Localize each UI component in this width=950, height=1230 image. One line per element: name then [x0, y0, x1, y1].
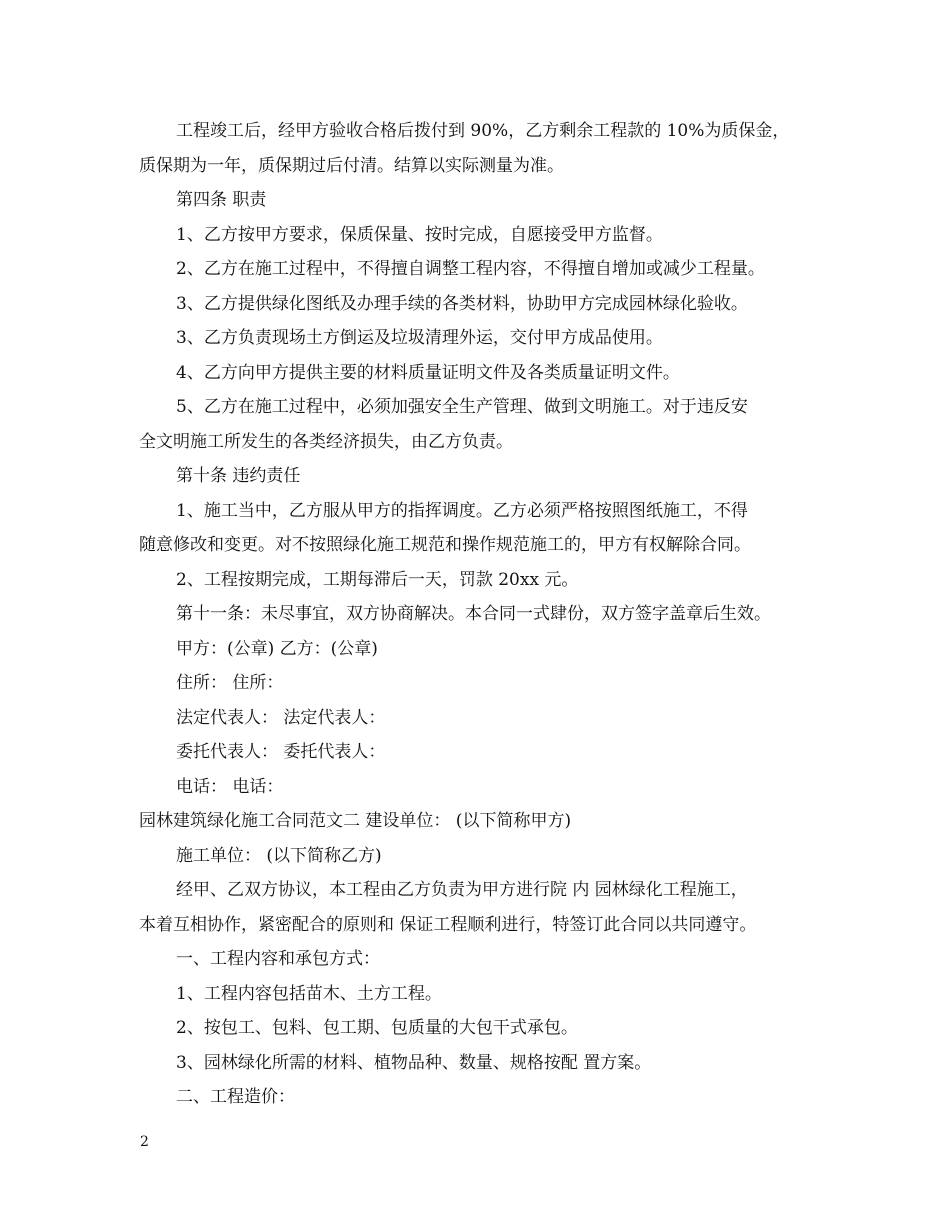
text-line: 1、工程内容包括苗木、土方工程。 — [176, 983, 442, 1004]
text-line: 本着互相协作，紧密配合的原则和 保证工程顺利进行，特签订此合同以共同遵守。 — [139, 914, 757, 935]
text-line: 1、施工当中，乙方服从甲方的指挥调度。乙方必须严格按照图纸施工，不得 — [176, 500, 748, 521]
document-body — [139, 114, 829, 1115]
text-line: 法定代表人： 法定代表人： — [176, 707, 386, 728]
text-line: 第十条 违约责任 — [176, 466, 301, 486]
text-line: 2、工程按期完成，工期每滞后一天，罚款 20xx 元。 — [176, 569, 579, 590]
text-line: 质保期为一年，质保期过后付清。结算以实际测量为准。 — [139, 155, 564, 176]
text-line: 4、乙方向甲方提供主要的材料质量证明文件及各类质量证明文件。 — [176, 362, 680, 383]
page-number: 2 — [140, 1134, 149, 1150]
text-line: 一、工程内容和承包方式： — [176, 949, 380, 969]
text-line: 2、乙方在施工过程中，不得擅自调整工程内容，不得擅自增加或减少工程量。 — [176, 259, 765, 279]
text-line: 甲方：(公章) 乙方：(公章) — [176, 638, 378, 659]
text-line: 2、按包工、包料、包工期、包质量的大包干式承包。 — [176, 1018, 578, 1038]
text-line: 1、乙方按甲方要求，保质保量、按时完成，自愿接受甲方监督。 — [176, 224, 663, 245]
text-line: 第十一条：未尽事宜，双方协商解决。本合同一式肆份，双方签字盖章后生效。 — [176, 604, 771, 624]
text-line: 第四条 职责 — [176, 190, 267, 210]
text-line: 3、乙方提供绿化图纸及办理手续的各类材料，协助甲方完成园林绿化验收。 — [176, 293, 748, 314]
text-line: 随意修改和变更。对不按照绿化施工规范和操作规范施工的，甲方有权解除合同。 — [139, 535, 751, 555]
text-line: 委托代表人： 委托代表人： — [176, 742, 386, 762]
text-line: 二、工程造价： — [176, 1087, 295, 1107]
text-line: 电话： 电话： — [176, 776, 284, 797]
text-line: 工程竣工后，经甲方验收合格后拨付到 90%，乙方剩余工程款的 10%为质保金， — [176, 121, 790, 141]
text-line: 3、园林绿化所需的材料、植物品种、数量、规格按配 置方案。 — [176, 1052, 652, 1073]
text-line: 经甲、乙双方协议，本工程由乙方负责为甲方进行院 内 园林绿化工程施工， — [176, 880, 748, 900]
text-line: 住所： 住所： — [176, 673, 284, 693]
text-line: 全文明施工所发生的各类经济损失，由乙方负责。 — [139, 431, 513, 452]
text-line: 施工单位： (以下简称乙方) — [176, 845, 382, 866]
text-line: 5、乙方在施工过程中，必须加强安全生产管理、做到文明施工。对于违反安 — [176, 397, 748, 417]
text-line: 园林建筑绿化施工合同范文二 建设单位： (以下简称甲方) — [139, 811, 572, 831]
text-line: 3、乙方负责现场土方倒运及垃圾清理外运，交付甲方成品使用。 — [176, 328, 663, 348]
